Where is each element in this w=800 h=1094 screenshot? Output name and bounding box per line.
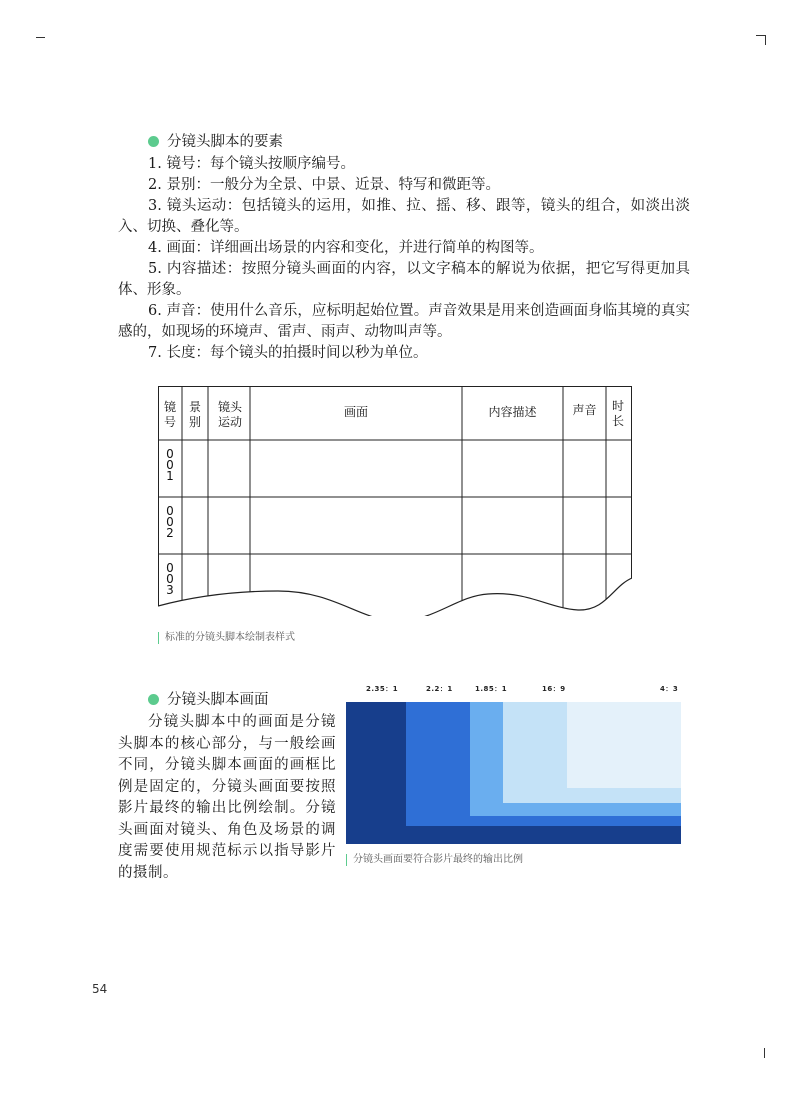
elements-section [118, 132, 690, 364]
section-heading-text: 分镜头脚本的要素 [167, 134, 283, 150]
storyboard-table [158, 386, 632, 616]
bullet-dot-icon [148, 136, 159, 147]
row-number: 003 [166, 561, 174, 597]
list-item: 2. 景别：一般分为全景、中景、近景、特写和微距等。 [148, 177, 500, 193]
list-item: 1. 镜号：每个镜头按顺序编号。 [148, 156, 355, 172]
ratio-label: 2.35：1 [366, 685, 399, 693]
section-heading [148, 132, 690, 152]
crop-mark [36, 37, 45, 38]
list-item: 5. 内容描述：按照分镜头画面的内容，以文字稿本的解说为依据，把它写得更加具体、形象。 [118, 261, 690, 298]
header-content: 内容描述 [488, 405, 537, 419]
section-heading [148, 690, 336, 710]
crop-mark [764, 1048, 765, 1058]
frame-section [118, 690, 336, 884]
row-number: 001 [166, 447, 174, 483]
row-number: 002 [166, 504, 174, 540]
aspect-ratio-diagram [346, 684, 681, 844]
section-heading-text: 分镜头脚本画面 [167, 692, 269, 708]
list-item: 7. 长度：每个镜头的拍摄时间以秒为单位。 [148, 345, 428, 361]
header-shot-no: 镜号 [163, 400, 176, 429]
ratio-label: 1.85：1 [475, 685, 508, 693]
ratio-label: 2.2：1 [426, 685, 453, 693]
header-movement: 镜头运动 [217, 400, 242, 429]
list-item: 3. 镜头运动：包括镜头的运用，如推、拉、摇、移、跟等，镜头的组合，如淡出淡入、切换、叠化等。 [118, 198, 690, 235]
header-picture: 画面 [343, 405, 368, 419]
bullet-dot-icon [148, 694, 159, 705]
section-body: 分镜头脚本中的画面是分镜头脚本的核心部分，与一般绘画不同，分镜头脚本画面的画框比例是固定的，分镜头画面要按照影片最终的输出比例绘制。分镜头画面对镜头、角色及场景的调度需要使用规范标示以指导影片的摄制。 [118, 714, 336, 881]
page-number: 54 [92, 982, 108, 996]
header-scale: 景别 [188, 400, 201, 429]
ratio-label: 4：3 [660, 685, 679, 693]
frame-4-3 [567, 702, 681, 788]
list-item: 4. 画面：详细画出场景的内容和变化，并进行简单的构图等。 [148, 240, 544, 256]
table-caption: 标准的分镜头脚本绘制表样式 [158, 632, 295, 644]
header-length: 时长 [611, 399, 624, 428]
diagram-caption: 分镜头画面要符合影片最终的输出比例 [346, 854, 523, 866]
crop-mark [765, 35, 766, 45]
ratio-label: 16：9 [542, 685, 566, 693]
header-sound: 声音 [572, 403, 597, 417]
list-item: 6. 声音：使用什么音乐，应标明起始位置。声音效果是用来创造画面身临其境的真实感的，如现场的环境声、雷声、雨声、动物叫声等。 [118, 303, 690, 340]
